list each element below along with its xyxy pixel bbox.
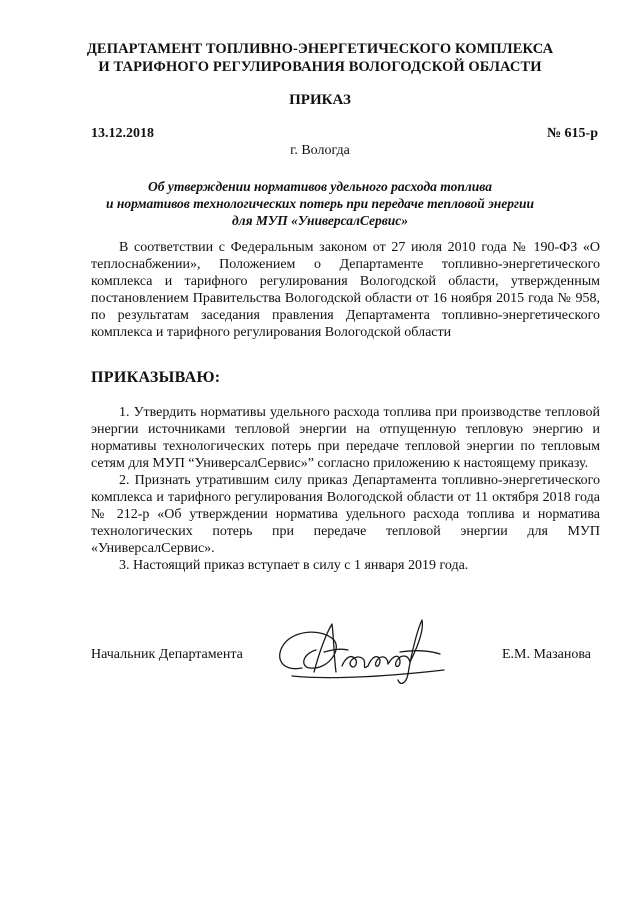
preamble-text: В соответствии с Федеральным законом от 27 июля 2010 года № 190-ФЗ «О теплоснабжении», Положением о Департаменте топливно-энергетического комплекса и тарифного регулирования Вологодской области, утвержденным постановлением Правительства Вологодской области от 16 ноября 2015 года № 958, по результатам заседания правления Департамента топливно-энергетического комплекса и тарифного регулирования Вологодской области xyxy=(91,240,600,340)
signatory-name: Е.М. Мазанова xyxy=(501,647,591,662)
order-city: г. Вологда xyxy=(290,143,350,158)
order-number: № 615-р xyxy=(546,126,598,141)
order-item-3: 3. Настоящий приказ вступает в силу с 1 января 2019 года. xyxy=(119,558,469,573)
order-word: ПРИКАЗЫВАЮ: xyxy=(91,369,221,386)
order-subject xyxy=(70,178,570,229)
order-items xyxy=(91,404,600,574)
handwritten-signature xyxy=(272,610,452,690)
subject-line-3: для МУП «УниверсалСервис» xyxy=(231,213,409,228)
subject-line-2: и нормативов технологических потерь при передаче тепловой энергии xyxy=(105,196,535,211)
department-header xyxy=(60,40,580,76)
document-type: ПРИКАЗ xyxy=(289,92,351,108)
subject-line-1: Об утверждении нормативов удельного расхода топлива xyxy=(148,179,492,194)
preamble-block xyxy=(91,239,600,341)
order-item-2: 2. Признать утратившим силу приказ Департамента топливно-энергетического комплекса и тарифного регулирования Вологодской области от 11 октября 2018 года № 212-р «Об утверждении норматива удельного расхода топлива и норматива технологических потерь при передаче тепловой энергии для МУП «УниверсалСервис». xyxy=(91,473,600,556)
header-line-2: И ТАРИФНОГО РЕГУЛИРОВАНИЯ ВОЛОГОДСКОЙ ОБЛАСТИ xyxy=(98,59,542,75)
order-date: 13.12.2018 xyxy=(91,126,154,141)
signatory-position: Начальник Департамента xyxy=(91,647,243,662)
header-line-1: ДЕПАРТАМЕНТ ТОПЛИВНО-ЭНЕРГЕТИЧЕСКОГО КОМПЛЕКСА xyxy=(86,41,554,57)
order-item-1: 1. Утвердить нормативы удельного расхода топлива при производстве тепловой энергии источниками тепловой энергии на отпущенную тепловую энергию и нормативы технологических потерь при передаче тепловой энергии по тепловым сетям для МУП “УниверсалСервис»” согласно приложению к настоящему приказу. xyxy=(91,405,600,471)
